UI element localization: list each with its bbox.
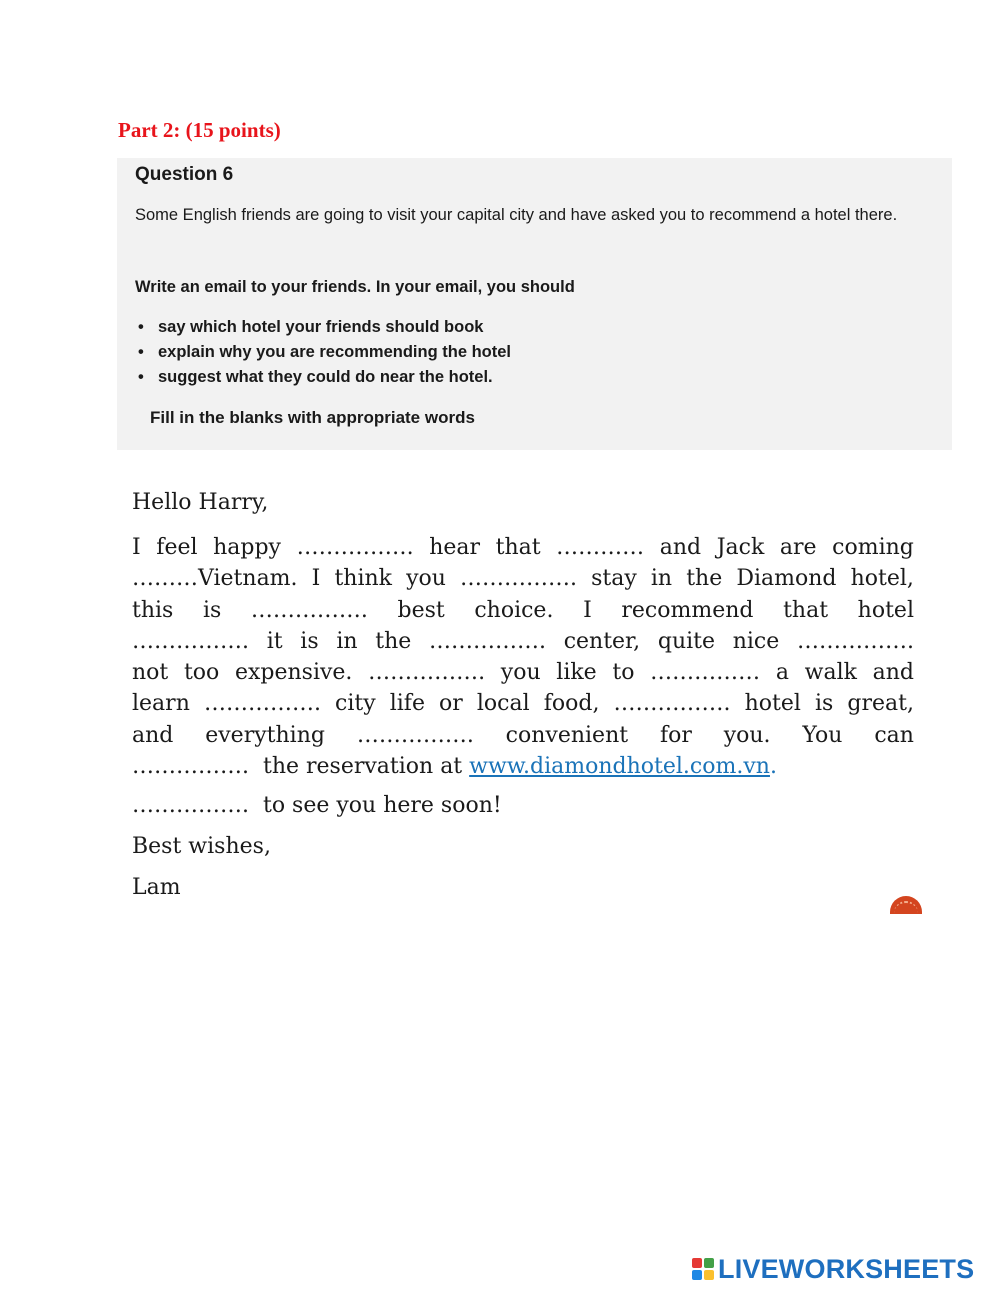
letter-word: convenient [505,722,629,748]
letter-word: Jack [716,535,765,560]
letter-word: nice [732,628,780,654]
bullet-list [135,315,511,390]
letter-word: quite [657,628,716,654]
letter-word: the [375,628,412,654]
letter-word: I [132,535,141,560]
bullet-icon: • [138,343,144,361]
letter-word: the [686,566,723,592]
letter-word: to [612,660,635,686]
question-instruction: Write an email to your friends. In your email, you should [135,278,575,296]
letter-word: recommend [621,597,754,623]
letter-word: can [874,722,914,748]
letter-word: happy [213,535,281,560]
bullet-item: • explain why you are recommending the hotel [135,340,511,365]
link-period: . [769,754,777,780]
letter-word: You [802,722,843,748]
letter-word: you [406,566,446,592]
letter-word: that [495,535,541,560]
letter-word: great, [847,691,914,717]
letter-line [132,720,914,751]
letter-word: food, [543,691,600,717]
question-title: Question 6 [135,164,234,185]
letter-word: learn [132,691,190,717]
bullet-item: • suggest what they could do near the hotel. [135,365,511,390]
blank-field[interactable]: ……………. [250,597,368,623]
letter-line [132,563,914,594]
letter-line [132,688,914,719]
letter-word: Diamond [736,566,837,592]
letter-word: local [476,691,530,717]
bullet-icon: • [138,368,144,386]
letter-word: city [335,691,376,717]
letter-word: like [556,660,597,686]
letter-word: is [815,691,834,717]
letter-word: too [183,660,220,686]
blank-field[interactable]: ……………. [356,722,474,748]
brand-mark-square [704,1270,714,1280]
letter-signature: Lam [132,875,181,900]
letter-word: you. [723,722,771,748]
letter-word: center, [563,628,641,654]
task-box [117,158,952,450]
letter-word: it [266,628,283,654]
letter-word: walk [804,660,857,686]
letter-closing-line: ……………. to see you here soon! [132,793,502,818]
letter-word: think [334,566,392,592]
letter-word: best [397,597,445,623]
letter-line [132,595,914,626]
bullet-icon: • [138,318,144,336]
letter-word: a [775,660,789,686]
letter-word: life [389,691,425,717]
blank-field[interactable]: ………Vietnam. [132,566,298,592]
letter-signoff: Best wishes, [132,834,271,859]
letter-word: is [300,628,319,654]
letter-word: I [583,597,592,623]
blank-field[interactable]: ……………. [613,691,731,717]
letter-word: are [779,535,817,560]
blank-field[interactable]: ……………. [428,628,546,654]
reservation-text: ……………. the reservation at [132,754,470,780]
letter-body [132,532,914,782]
letter-word: coming [832,535,914,560]
letter-word: I [311,566,321,592]
letter-line [132,626,914,657]
brand-mark-square [692,1270,702,1280]
brand-mark-square [692,1258,702,1268]
letter-word: feel [156,535,198,560]
letter-word: hotel, [850,566,914,592]
letter-word: in [650,566,673,592]
blank-field[interactable]: ……………. [203,691,321,717]
letter-word: choice. [474,597,554,623]
letter-word: everything [205,722,325,748]
brand-mark-square [704,1258,714,1268]
brand-logo [692,1254,974,1284]
blank-field[interactable]: ………… [556,535,645,560]
letter-word: and [872,660,914,686]
blank-field[interactable]: ……………. [368,660,486,686]
letter-word: in [336,628,358,654]
letter-word: you [500,660,541,686]
letter-word: stay [591,566,637,592]
decorative-stamp-icon [890,896,922,914]
brand-mark-icon [692,1258,714,1280]
letter-word: hotel [857,597,914,623]
letter-word: and [132,722,174,748]
letter-word: or [439,691,463,717]
blank-field[interactable]: …………… [650,660,761,686]
letter-line-last [132,751,914,782]
letter-word: not [132,660,169,686]
letter-word: hear [429,535,481,560]
letter-line [132,532,914,563]
question-prompt: Some English friends are going to visit your capital city and have asked you to recommend a hotel there. [135,206,898,224]
letter-line [132,657,914,688]
fill-instruction: Fill in the blanks with appropriate words [150,408,475,427]
brand-name: LIVEWORKSHEETS [718,1253,975,1284]
letter-word: expensive. [234,660,353,686]
letter-word: that [783,597,829,623]
letter-word: and [659,535,702,560]
part-title: Part 2: (15 points) [118,118,281,142]
hotel-website-link[interactable]: www.diamondhotel.com.vn [469,754,770,780]
letter-greeting: Hello Harry, [132,490,269,515]
letter-word: hotel [744,691,801,717]
letter-word: for [659,722,692,748]
bullet-item: • say which hotel your friends should book [135,315,511,340]
letter-word: is [202,597,222,623]
blank-field[interactable]: ……………. [296,535,414,560]
blank-field[interactable]: ……………. [132,628,249,654]
blank-field[interactable]: ……………. [796,628,914,654]
letter-word: this [132,597,174,623]
blank-field[interactable]: ……………. [460,566,578,592]
